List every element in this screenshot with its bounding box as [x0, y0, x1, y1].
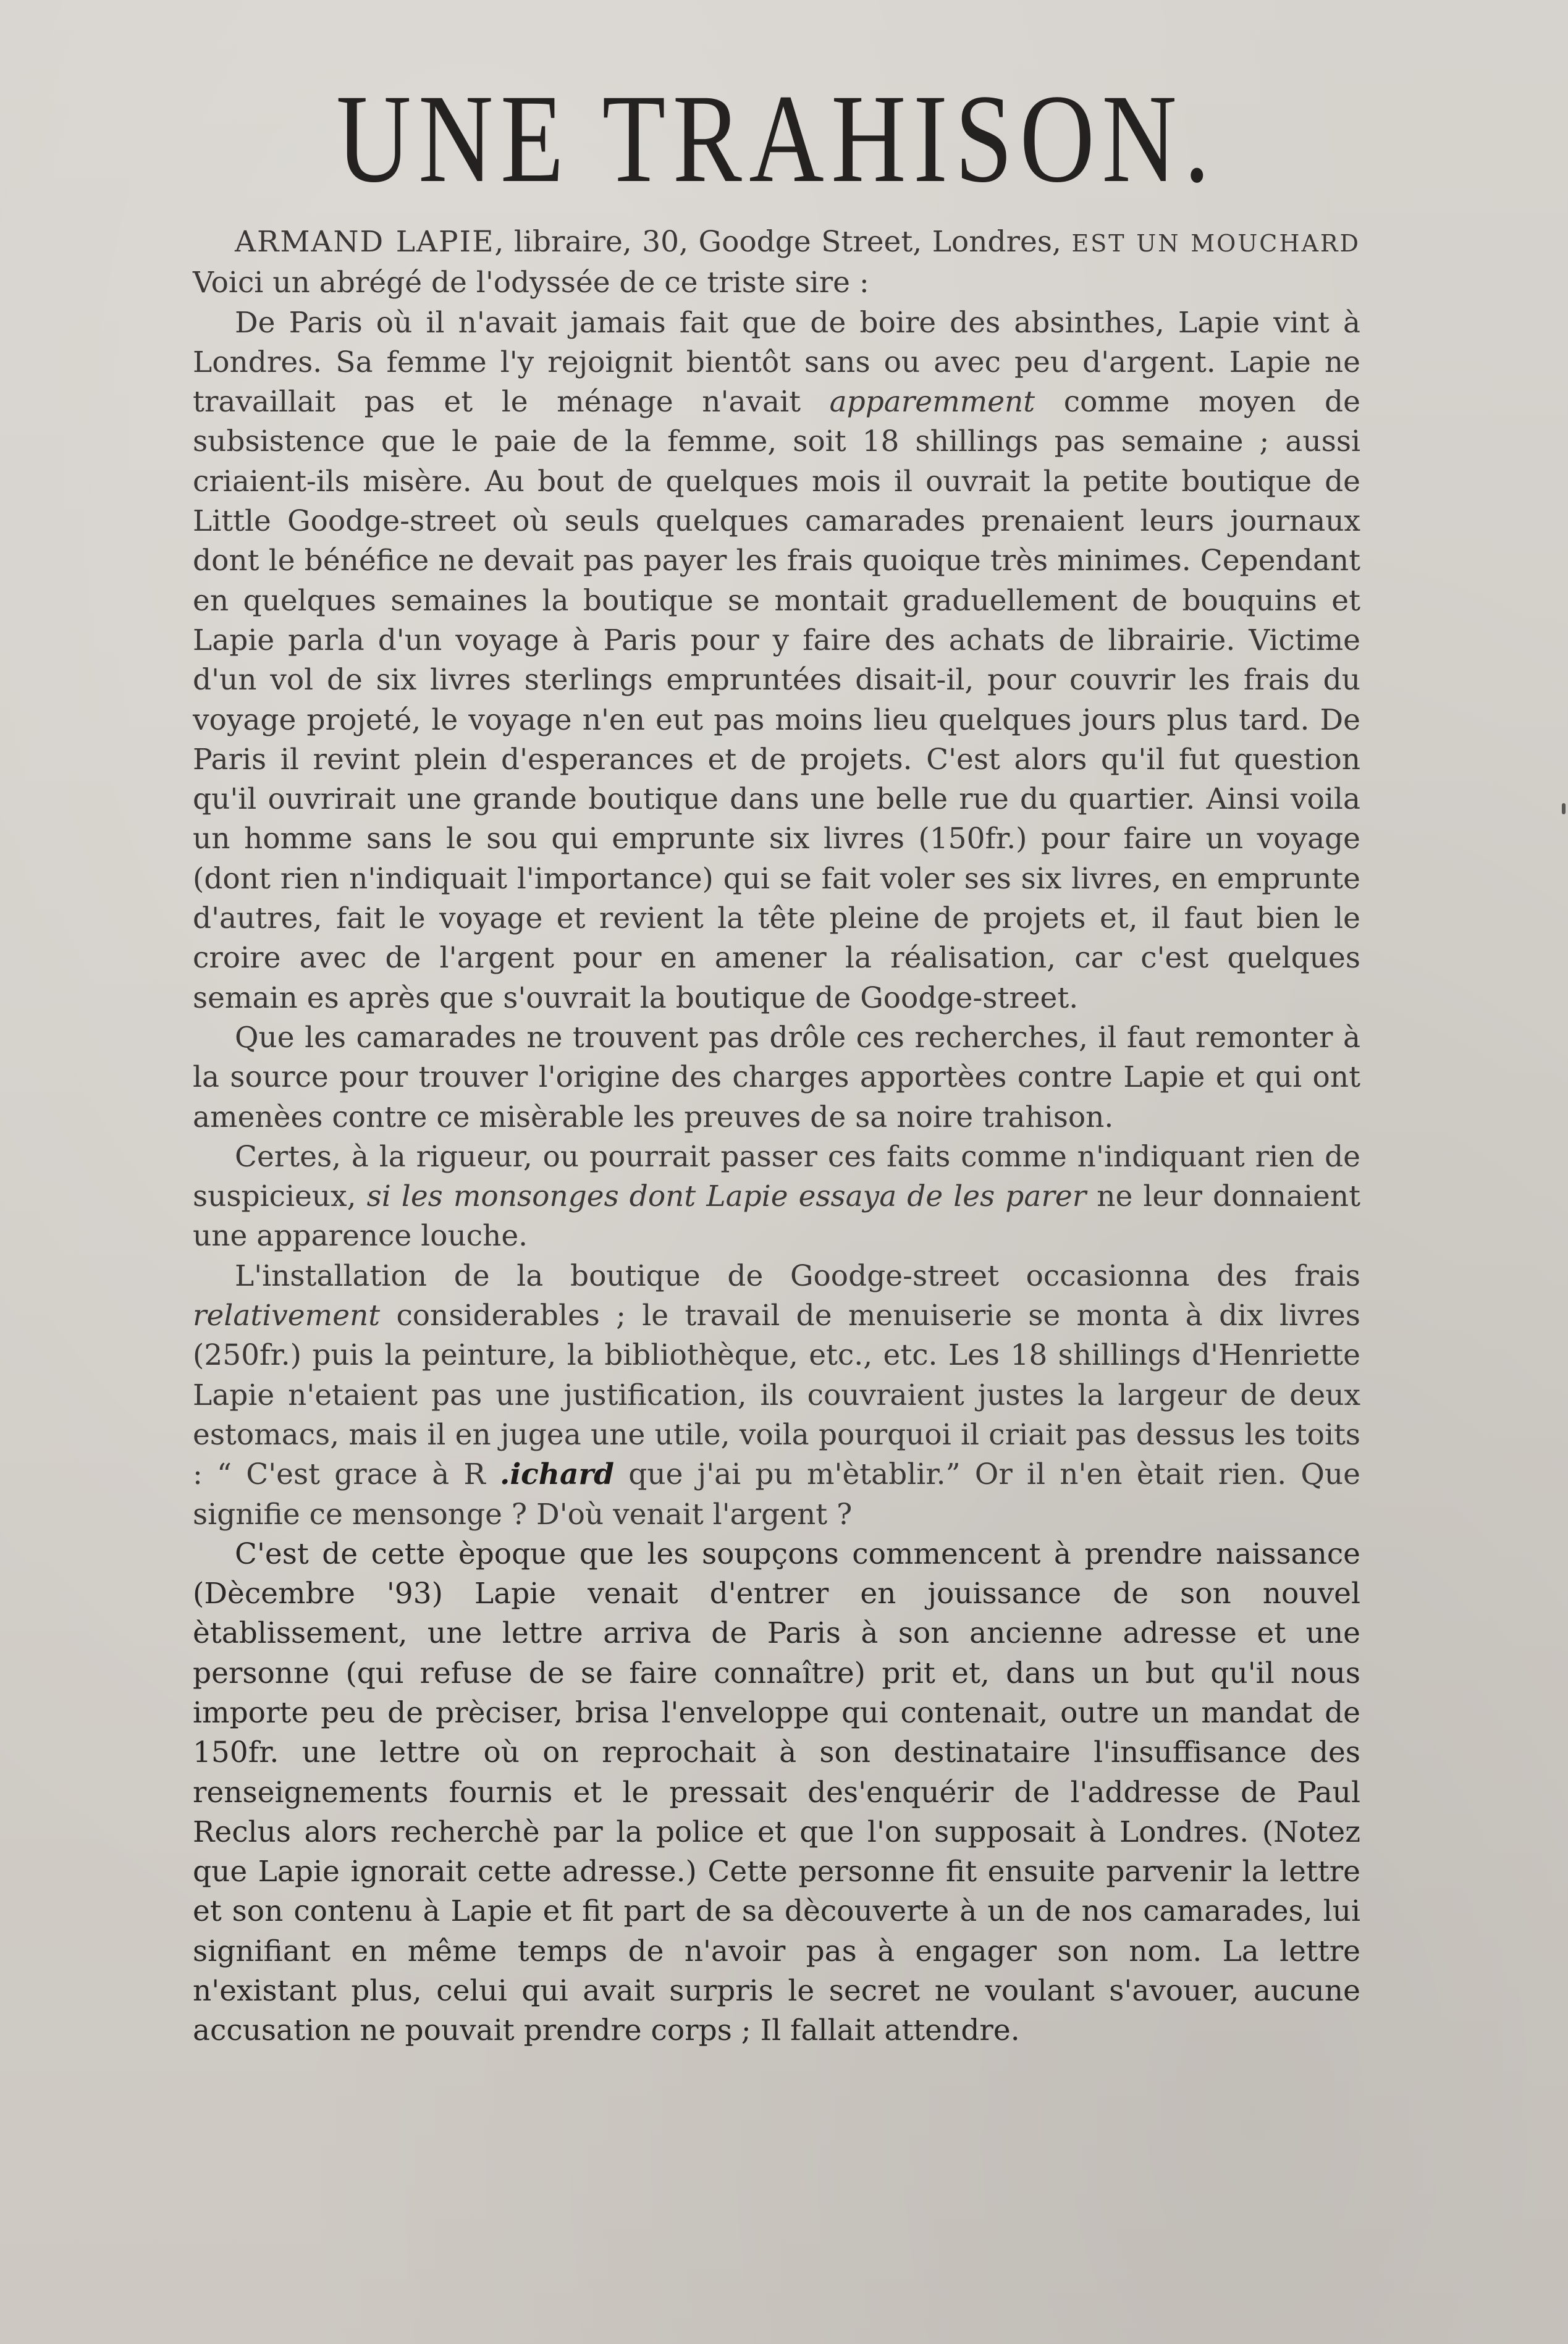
history-text-b: comme moyen de subsistence que le paie de la femme, soit 18 shillings pas semaine ; aussi criaient-ils misère. Au bout de quelques mois il ouvrait la petite boutique de Little Goodge-street où seuls quelques camarades prenaient leurs journaux dont le bénéfice ne devait pas payer les frais quoique très minimes. Cependant en quelques semaines la boutique se montait graduellement de bouquins et Lapie parla d'un voyage à Paris pour y faire des achats de librairie. Victime d'un vol de six livres sterlings empruntées disait-il, pour couvrir les frais du voyage projeté, le voyage n'en eut pas moins lieu quelques jours plus tard. De Paris il revint plein d'esperances et de projets. C'est alors qu'il fut question qu'il ouvrirait une grande boutique dans une belle rue du quartier. Ainsi voila un homme sans le sou qui emprunte six livres (150fr.) pour faire un voyage (dont rien n'indiquait l'importance) qui se fait voler ses six livres, en emprunte d'autres, fait le voyage et revient la tête pleine de projets et, il faut bien le croire avec de l'argent pour en amener la réalisation, car c'est quelques semain es après que s'ouvrait la boutique de Goodge-street. [193, 385, 1360, 1015]
paragraph-intro [193, 222, 1360, 303]
paragraph-installation [193, 1257, 1360, 1535]
installation-text-a: L'installation de la boutique de Goodge-street occasionna des frais [235, 1258, 1360, 1293]
document-title: UNE TRAHISON. [336, 69, 1217, 209]
article-body [193, 222, 1360, 2051]
paragraph-suspicions: C'est de cette èpoque que les soupçons commencent à prendre naissance (Dècembre '93) Lapie venait d'entrer en jouissance de son nouvel ètablissement, une lettre arriva de Paris à son ancienne adresse et une personne (qui refuse de se faire connaître) prit et, dans un but qu'il nous importe peu de prèciser, brisa l'enveloppe qui contenait, outre un mandat de 150fr. une lettre où on reprochait à son destinataire l'insuffisance des renseignements fournis et le pressait des'enquérir de l'addresse de Paul Reclus alors recherchè par la police et que l'on supposait à Londres. (Notez que Lapie ignorait cette adresse.) Cette personne fit ensuite parvenir la lettre et son contenu à Lapie et fit part de sa dècouverte à un de nos camarades, lui signifiant en même temps de n'avoir pas à engager son nom. La lettre n'existant plus, celui qui avait surpris le secret ne voulant s'avouer, aucune accusation ne pouvait prendre corps ; Il fallait attendre. [193, 1537, 1360, 2048]
handwritten-name: .ichard [499, 1457, 615, 1492]
installation-text-b: considerables ; le travail de menuiserie se monta à dix livres (250fr.) puis la peinture, la bibliothèque, etc., etc. Les 18 shillings d'Henriette Lapie n'etaient pas une justification, ils couvraient justes la largeur de deux estomacs, mais il en jugea une utile, voila pourquoi il criait pas dessus les toits : “ C'est grace à R [193, 1299, 1360, 1492]
installation-text-c: que j'ai pu m'ètablir.” Or il n'en ètait rien. Que signifie ce mensonge ? D'où venait l'argent ? [193, 1457, 1360, 1532]
intro-address: , libraire, 30, Goodge Street, Londres, [494, 225, 1072, 259]
intro-accusation: EST UN MOUCHARD [1071, 230, 1361, 257]
paragraph-source: Que les camarades ne trouvent pas drôle ces recherches, il faut remonter à la source pour trouver l'origine des charges apportèes contre Lapie et qui ont amenèes contre ce misèrable les preuves de sa noire trahison. [193, 1020, 1360, 1134]
paragraph-history [193, 303, 1360, 1018]
intro-summary: Voici un abrégé de l'odyssée de ce triste sire : [193, 266, 869, 300]
paragraph-lies [193, 1137, 1360, 1257]
lies-text-b: ne leur donnaient une apparence louche. [193, 1179, 1360, 1254]
document-column [193, 68, 1360, 2051]
history-emphasis: apparemment [829, 385, 1035, 419]
paper-speck [1562, 803, 1566, 814]
lies-emphasis: si les monsonges dont Lapie essaya de les parer [366, 1179, 1087, 1214]
accused-name: ARMAND LAPIE [235, 225, 495, 259]
lies-text-a: Certes, à la rigueur, ou pourrait passer ces faits comme n'indiquant rien de suspicieux, [193, 1139, 1360, 1214]
installation-emphasis: relativement [193, 1299, 381, 1333]
history-text-a: De Paris où il n'avait jamais fait que de boire des absinthes, Lapie vint à Londres. Sa femme l'y rejoignit bientôt sans ou avec peu d'argent. Lapie ne travaillait pas et le ménage n'avait [193, 305, 1360, 419]
